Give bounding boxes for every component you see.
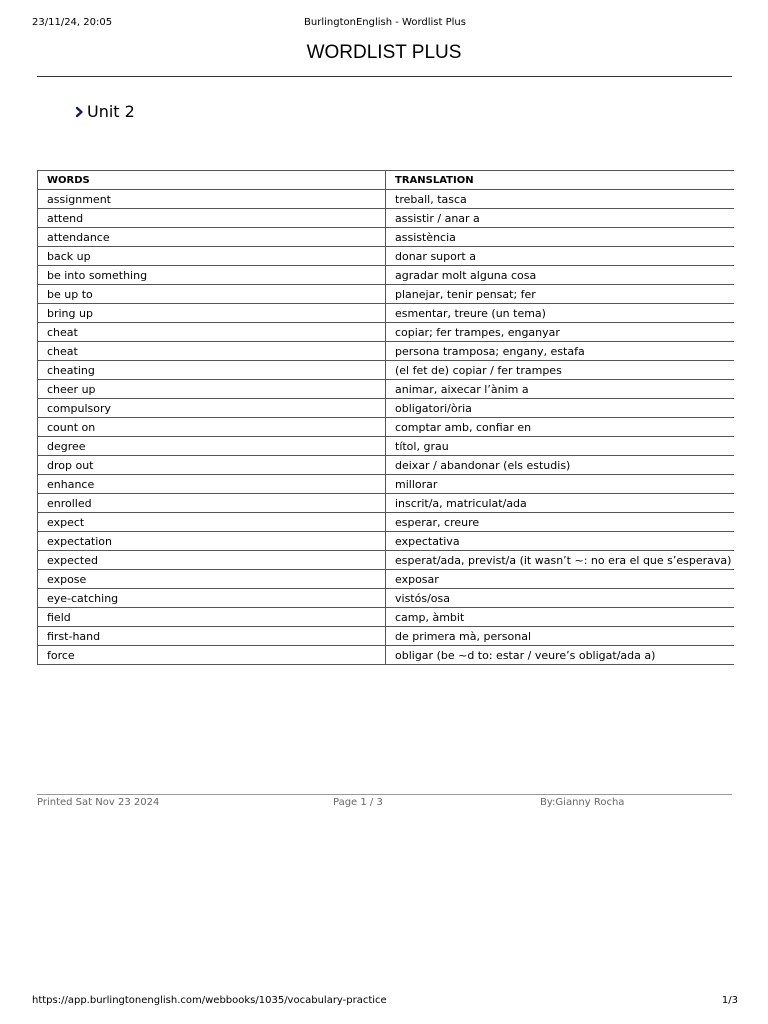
word-cell: cheating xyxy=(38,361,386,380)
translation-cell: assistència xyxy=(386,228,734,247)
translation-cell: camp, àmbit xyxy=(386,608,734,627)
word-cell: assignment xyxy=(38,190,386,209)
translation-cell: persona tramposa; engany, estafa xyxy=(386,342,734,361)
word-cell: force xyxy=(38,646,386,665)
translation-cell: esmentar, treure (un tema) xyxy=(386,304,734,323)
author-label: By:Gianny Rocha xyxy=(540,797,625,808)
table-row xyxy=(38,570,734,589)
footer-divider xyxy=(37,794,732,795)
unit-heading xyxy=(74,102,135,121)
word-cell: expected xyxy=(38,551,386,570)
translation-cell: animar, aixecar l’ànim a xyxy=(386,380,734,399)
table-row xyxy=(38,494,734,513)
word-cell: expect xyxy=(38,513,386,532)
translation-cell: millorar xyxy=(386,475,734,494)
translation-cell: (el fet de) copiar / fer trampes xyxy=(386,361,734,380)
translation-cell: exposar xyxy=(386,570,734,589)
translation-cell: copiar; fer trampes, enganyar xyxy=(386,323,734,342)
table-row xyxy=(38,247,734,266)
translation-cell: assistir / anar a xyxy=(386,209,734,228)
table-row xyxy=(38,646,734,665)
page-indicator: Page 1 / 3 xyxy=(333,797,383,808)
translation-cell: agradar molt alguna cosa xyxy=(386,266,734,285)
printed-date: Printed Sat Nov 23 2024 xyxy=(37,797,160,808)
table-row xyxy=(38,266,734,285)
word-cell: cheat xyxy=(38,323,386,342)
word-cell: enrolled xyxy=(38,494,386,513)
table-row xyxy=(38,532,734,551)
table-row xyxy=(38,399,734,418)
word-cell: first-hand xyxy=(38,627,386,646)
table-row xyxy=(38,437,734,456)
translation-cell: treball, tasca xyxy=(386,190,734,209)
word-cell: be up to xyxy=(38,285,386,304)
table-row xyxy=(38,608,734,627)
word-cell: field xyxy=(38,608,386,627)
translation-cell: vistós/osa xyxy=(386,589,734,608)
wordlist-table xyxy=(37,170,734,665)
table-row xyxy=(38,513,734,532)
translation-cell: donar suport a xyxy=(386,247,734,266)
title-divider xyxy=(37,76,732,77)
table-row xyxy=(38,209,734,228)
table-row xyxy=(38,342,734,361)
table-row xyxy=(38,323,734,342)
translation-cell: títol, grau xyxy=(386,437,734,456)
column-header-translation: TRANSLATION xyxy=(386,171,734,190)
word-cell: attend xyxy=(38,209,386,228)
word-cell: degree xyxy=(38,437,386,456)
column-header-words: WORDS xyxy=(38,171,386,190)
word-cell: count on xyxy=(38,418,386,437)
word-cell: cheer up xyxy=(38,380,386,399)
wordlist-body xyxy=(38,190,734,665)
word-cell: back up xyxy=(38,247,386,266)
translation-cell: inscrit/a, matriculat/ada xyxy=(386,494,734,513)
page-title: WORDLIST PLUS xyxy=(306,42,462,63)
word-cell: cheat xyxy=(38,342,386,361)
unit-label: Unit 2 xyxy=(87,102,135,121)
translation-cell: expectativa xyxy=(386,532,734,551)
translation-cell: de primera mà, personal xyxy=(386,627,734,646)
print-page-title: BurlingtonEnglish - Wordlist Plus xyxy=(304,17,466,28)
print-footer xyxy=(32,995,738,1009)
table-row xyxy=(38,418,734,437)
word-cell: attendance xyxy=(38,228,386,247)
translation-cell: obligatori/òria xyxy=(386,399,734,418)
translation-cell: esperar, creure xyxy=(386,513,734,532)
chevron-right-icon xyxy=(74,105,85,119)
table-row xyxy=(38,190,734,209)
table-row xyxy=(38,304,734,323)
word-cell: be into something xyxy=(38,266,386,285)
print-timestamp: 23/11/24, 20:05 xyxy=(32,17,113,28)
word-cell: enhance xyxy=(38,475,386,494)
word-cell: compulsory xyxy=(38,399,386,418)
word-cell: expose xyxy=(38,570,386,589)
table-row xyxy=(38,589,734,608)
table-row xyxy=(38,285,734,304)
translation-cell: obligar (be ~d to: estar / veure’s obligat/ada a) xyxy=(386,646,734,665)
print-url: https://app.burlingtonenglish.com/webbooks/1035/vocabulary-practice xyxy=(32,995,387,1006)
translation-cell: esperat/ada, previst/a (it wasn’t ~: no era el que s’esperava) xyxy=(386,551,734,570)
table-row xyxy=(38,475,734,494)
word-cell: expectation xyxy=(38,532,386,551)
table-row xyxy=(38,228,734,247)
table-row xyxy=(38,361,734,380)
print-header xyxy=(32,17,738,31)
table-header-row xyxy=(38,171,734,190)
table-row xyxy=(38,551,734,570)
word-cell: bring up xyxy=(38,304,386,323)
word-cell: eye-catching xyxy=(38,589,386,608)
word-cell: drop out xyxy=(38,456,386,475)
document-footer xyxy=(37,797,732,811)
translation-cell: comptar amb, confiar en xyxy=(386,418,734,437)
print-page-number: 1/3 xyxy=(721,995,738,1006)
translation-cell: deixar / abandonar (els estudis) xyxy=(386,456,734,475)
translation-cell: planejar, tenir pensat; fer xyxy=(386,285,734,304)
table-row xyxy=(38,627,734,646)
table-row xyxy=(38,456,734,475)
table-row xyxy=(38,380,734,399)
